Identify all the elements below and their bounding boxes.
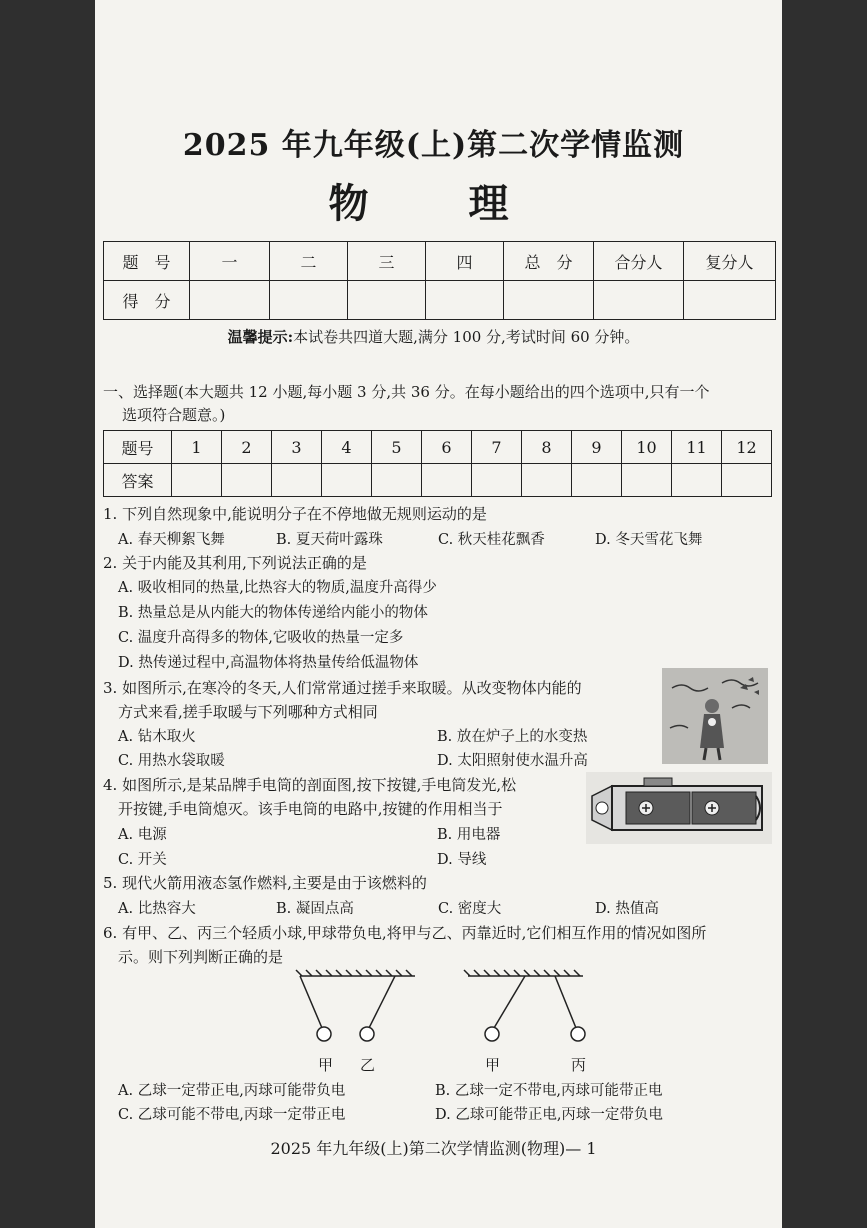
answer-cell[interactable] [722, 464, 772, 497]
answer-cell[interactable] [522, 464, 572, 497]
score-cell[interactable] [348, 281, 426, 320]
q5-option-b: B. 凝固点高 [276, 901, 354, 917]
q3-option-c: C. 用热水袋取暖 [118, 753, 225, 769]
answer-cell[interactable] [572, 464, 622, 497]
ball-label-yi: 乙 [360, 1056, 376, 1074]
q4-option-b: B. 用电器 [437, 827, 501, 843]
score-cell[interactable] [270, 281, 348, 320]
tip-text: 本试卷共四道大题,满分 100 分,考试时间 60 分钟。 [293, 328, 640, 346]
answer-number: 6 [422, 431, 472, 464]
score-cell[interactable] [594, 281, 684, 320]
answer-cell[interactable] [322, 464, 372, 497]
exam-title: 2025 年九年级(上)第二次学情监测 [182, 128, 685, 163]
answer-number: 10 [622, 431, 672, 464]
section-heading-cont: 选项符合题意。) [122, 406, 226, 424]
score-header: 题 号 [104, 242, 190, 281]
score-header: 一 [190, 242, 270, 281]
answer-table [103, 430, 772, 497]
charged-balls-diagram [280, 968, 620, 1050]
q6-option-a: A. 乙球一定带正电,丙球可能带负电 [118, 1083, 346, 1099]
q6-option-d: D. 乙球可能带正电,丙球一定带负电 [435, 1107, 663, 1123]
score-header: 合分人 [594, 242, 684, 281]
section-heading: 一、选择题(本大题共 12 小题,每小题 3 分,共 36 分。在每小题给出的四个选项中,只有一个 [103, 383, 710, 401]
question-3-stem: 3. 如图所示,在寒冷的冬天,人们常常通过搓手来取暖。从改变物体内能的 [103, 679, 582, 697]
answer-cell[interactable] [672, 464, 722, 497]
q4-option-a: A. 电源 [118, 827, 167, 843]
answer-number: 7 [472, 431, 522, 464]
question-4-stem-cont: 开按键,手电筒熄灭。该手电筒的电路中,按键的作用相当于 [118, 800, 503, 818]
score-cell[interactable] [504, 281, 594, 320]
question-6-stem-cont: 示。则下列判断正确的是 [118, 948, 284, 966]
answer-label-q: 题号 [104, 431, 172, 464]
q1-option-a: A. 春天柳絮飞舞 [118, 532, 225, 548]
q2-option-d: D. 热传递过程中,高温物体将热量传给低温物体 [118, 655, 419, 671]
q3-option-d: D. 太阳照射使水温升高 [437, 753, 588, 769]
hand-rubbing-illustration [662, 668, 768, 764]
q4-option-d: D. 导线 [437, 852, 487, 868]
subject-title: 物 理 [328, 180, 539, 227]
q5-option-c: C. 密度大 [438, 901, 502, 917]
tip-label: 温馨提示: [227, 328, 294, 346]
score-header: 总 分 [504, 242, 594, 281]
q3-option-b: B. 放在炉子上的水变热 [437, 729, 588, 745]
score-cell[interactable] [190, 281, 270, 320]
page-footer: 2025 年九年级(上)第二次学情监测(物理)— 1 [270, 1139, 597, 1158]
flashlight-illustration [586, 772, 772, 844]
q6-option-b: B. 乙球一定不带电,丙球可能带正电 [435, 1083, 663, 1099]
answer-cell[interactable] [422, 464, 472, 497]
answer-number: 11 [672, 431, 722, 464]
score-header: 复分人 [684, 242, 776, 281]
q5-option-a: A. 比热容大 [118, 901, 196, 917]
answer-label-a: 答案 [104, 464, 172, 497]
question-4-stem: 4. 如图所示,是某品牌手电筒的剖面图,按下按键,手电筒发光,松 [103, 776, 517, 794]
ball-label-jia-2: 甲 [485, 1056, 501, 1074]
answer-number: 2 [222, 431, 272, 464]
answer-cell[interactable] [472, 464, 522, 497]
question-1-stem: 1. 下列自然现象中,能说明分子在不停地做无规则运动的是 [103, 505, 487, 523]
score-header: 二 [270, 242, 348, 281]
answer-cell[interactable] [372, 464, 422, 497]
q2-option-b: B. 热量总是从内能大的物体传递给内能小的物体 [118, 605, 428, 621]
score-cell[interactable] [426, 281, 504, 320]
score-header: 三 [348, 242, 426, 281]
answer-cell[interactable] [222, 464, 272, 497]
q5-option-d: D. 热值高 [595, 901, 659, 917]
q1-option-b: B. 夏天荷叶露珠 [276, 532, 383, 548]
question-3-stem-cont: 方式来看,搓手取暖与下列哪种方式相同 [118, 703, 378, 721]
q4-option-c: C. 开关 [118, 852, 167, 868]
answer-number: 5 [372, 431, 422, 464]
q1-option-c: C. 秋天桂花飘香 [438, 532, 545, 548]
q2-option-a: A. 吸收相同的热量,比热容大的物质,温度升高得少 [118, 580, 437, 596]
answer-number: 3 [272, 431, 322, 464]
question-5-stem: 5. 现代火箭用液态氢作燃料,主要是由于该燃料的 [103, 874, 427, 892]
answer-cell[interactable] [272, 464, 322, 497]
q2-option-c: C. 温度升高得多的物体,它吸收的热量一定多 [118, 630, 404, 646]
answer-cell[interactable] [622, 464, 672, 497]
score-header: 四 [426, 242, 504, 281]
score-cell[interactable] [684, 281, 776, 320]
q1-option-d: D. 冬天雪花飞舞 [595, 532, 703, 548]
q3-option-a: A. 钻木取火 [118, 729, 196, 745]
ball-label-jia-1: 甲 [318, 1056, 334, 1074]
answer-number: 8 [522, 431, 572, 464]
ball-label-bing: 丙 [571, 1056, 587, 1074]
question-6-stem: 6. 有甲、乙、丙三个轻质小球,甲球带负电,将甲与乙、丙靠近时,它们相互作用的情况如图所 [103, 924, 707, 942]
tip-line [0, 326, 867, 347]
answer-number: 1 [172, 431, 222, 464]
answer-number: 9 [572, 431, 622, 464]
answer-number: 12 [722, 431, 772, 464]
score-row-label: 得 分 [104, 281, 190, 320]
q6-option-c: C. 乙球可能不带电,丙球一定带正电 [118, 1107, 346, 1123]
answer-number: 4 [322, 431, 372, 464]
answer-cell[interactable] [172, 464, 222, 497]
score-table [103, 241, 776, 320]
question-2-stem: 2. 关于内能及其利用,下列说法正确的是 [103, 554, 367, 572]
